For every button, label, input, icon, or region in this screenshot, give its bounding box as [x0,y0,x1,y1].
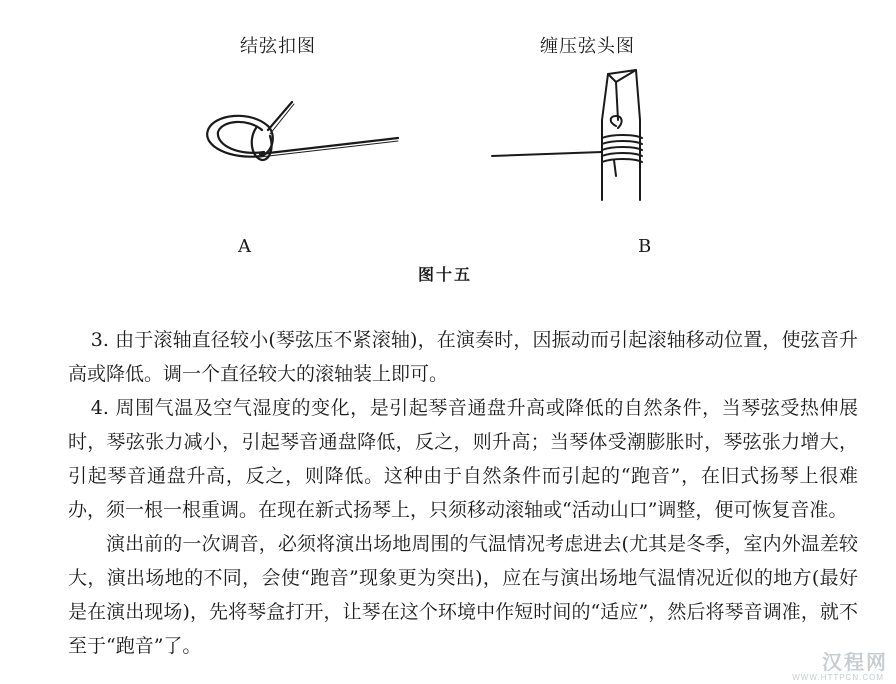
knot-diagram [200,60,400,190]
figure-label-b: B [638,236,652,257]
paragraph-3: 3. 由于滚轴直径较小(琴弦压不紧滚轴)，在演奏时，因振动而引起滚轴移动位置，使弦音升高或降低。调一个直径较大的滚轴装上即可。 [68,329,858,385]
figure-caption: 图十五 [418,265,473,284]
watermark-url: WWW.HTTPCN.COM [792,673,884,682]
peg-wrap-diagram [490,60,670,210]
figure-label-a: A [238,236,251,257]
figure-title-b: 缠压弦头图 [540,36,635,57]
paragraph-4: 4. 周围气温及空气湿度的变化，是引起琴音通盘升高或降低的自然条件，当琴弦受热伸展时，琴弦张力减小，引起琴音通盘降低，反之，则升高；当琴体受潮膨胀时，琴弦张力增大，引起琴音通盘升高，反之，则降低。这种由于自然条件而引起的“跑音”，在旧式扬琴上很难办，须一根一根重调。在现在新式扬琴上，只须移动滚轴或“活动山口”调整，便可恢复音准。 [68,397,858,521]
paragraph-performance: 演出前的一次调音，必须将演出场地周围的气温情况考虑进去(尤其是冬季，室内外温差较大，演出场地的不同，会使“跑音”现象更为突出)，应在与演出场地气温情况近似的地方(最好是在演出现场)，先将琴盒打开，让琴在这个环境中作短时间的“适应”，然后将琴音调准，就不至于“跑音”了。 [68,533,858,657]
body-text [68,323,858,663]
watermark-logo: 汉程网 [822,652,888,674]
figure-title-a: 结弦扣图 [240,36,316,57]
site-watermark [768,646,888,682]
